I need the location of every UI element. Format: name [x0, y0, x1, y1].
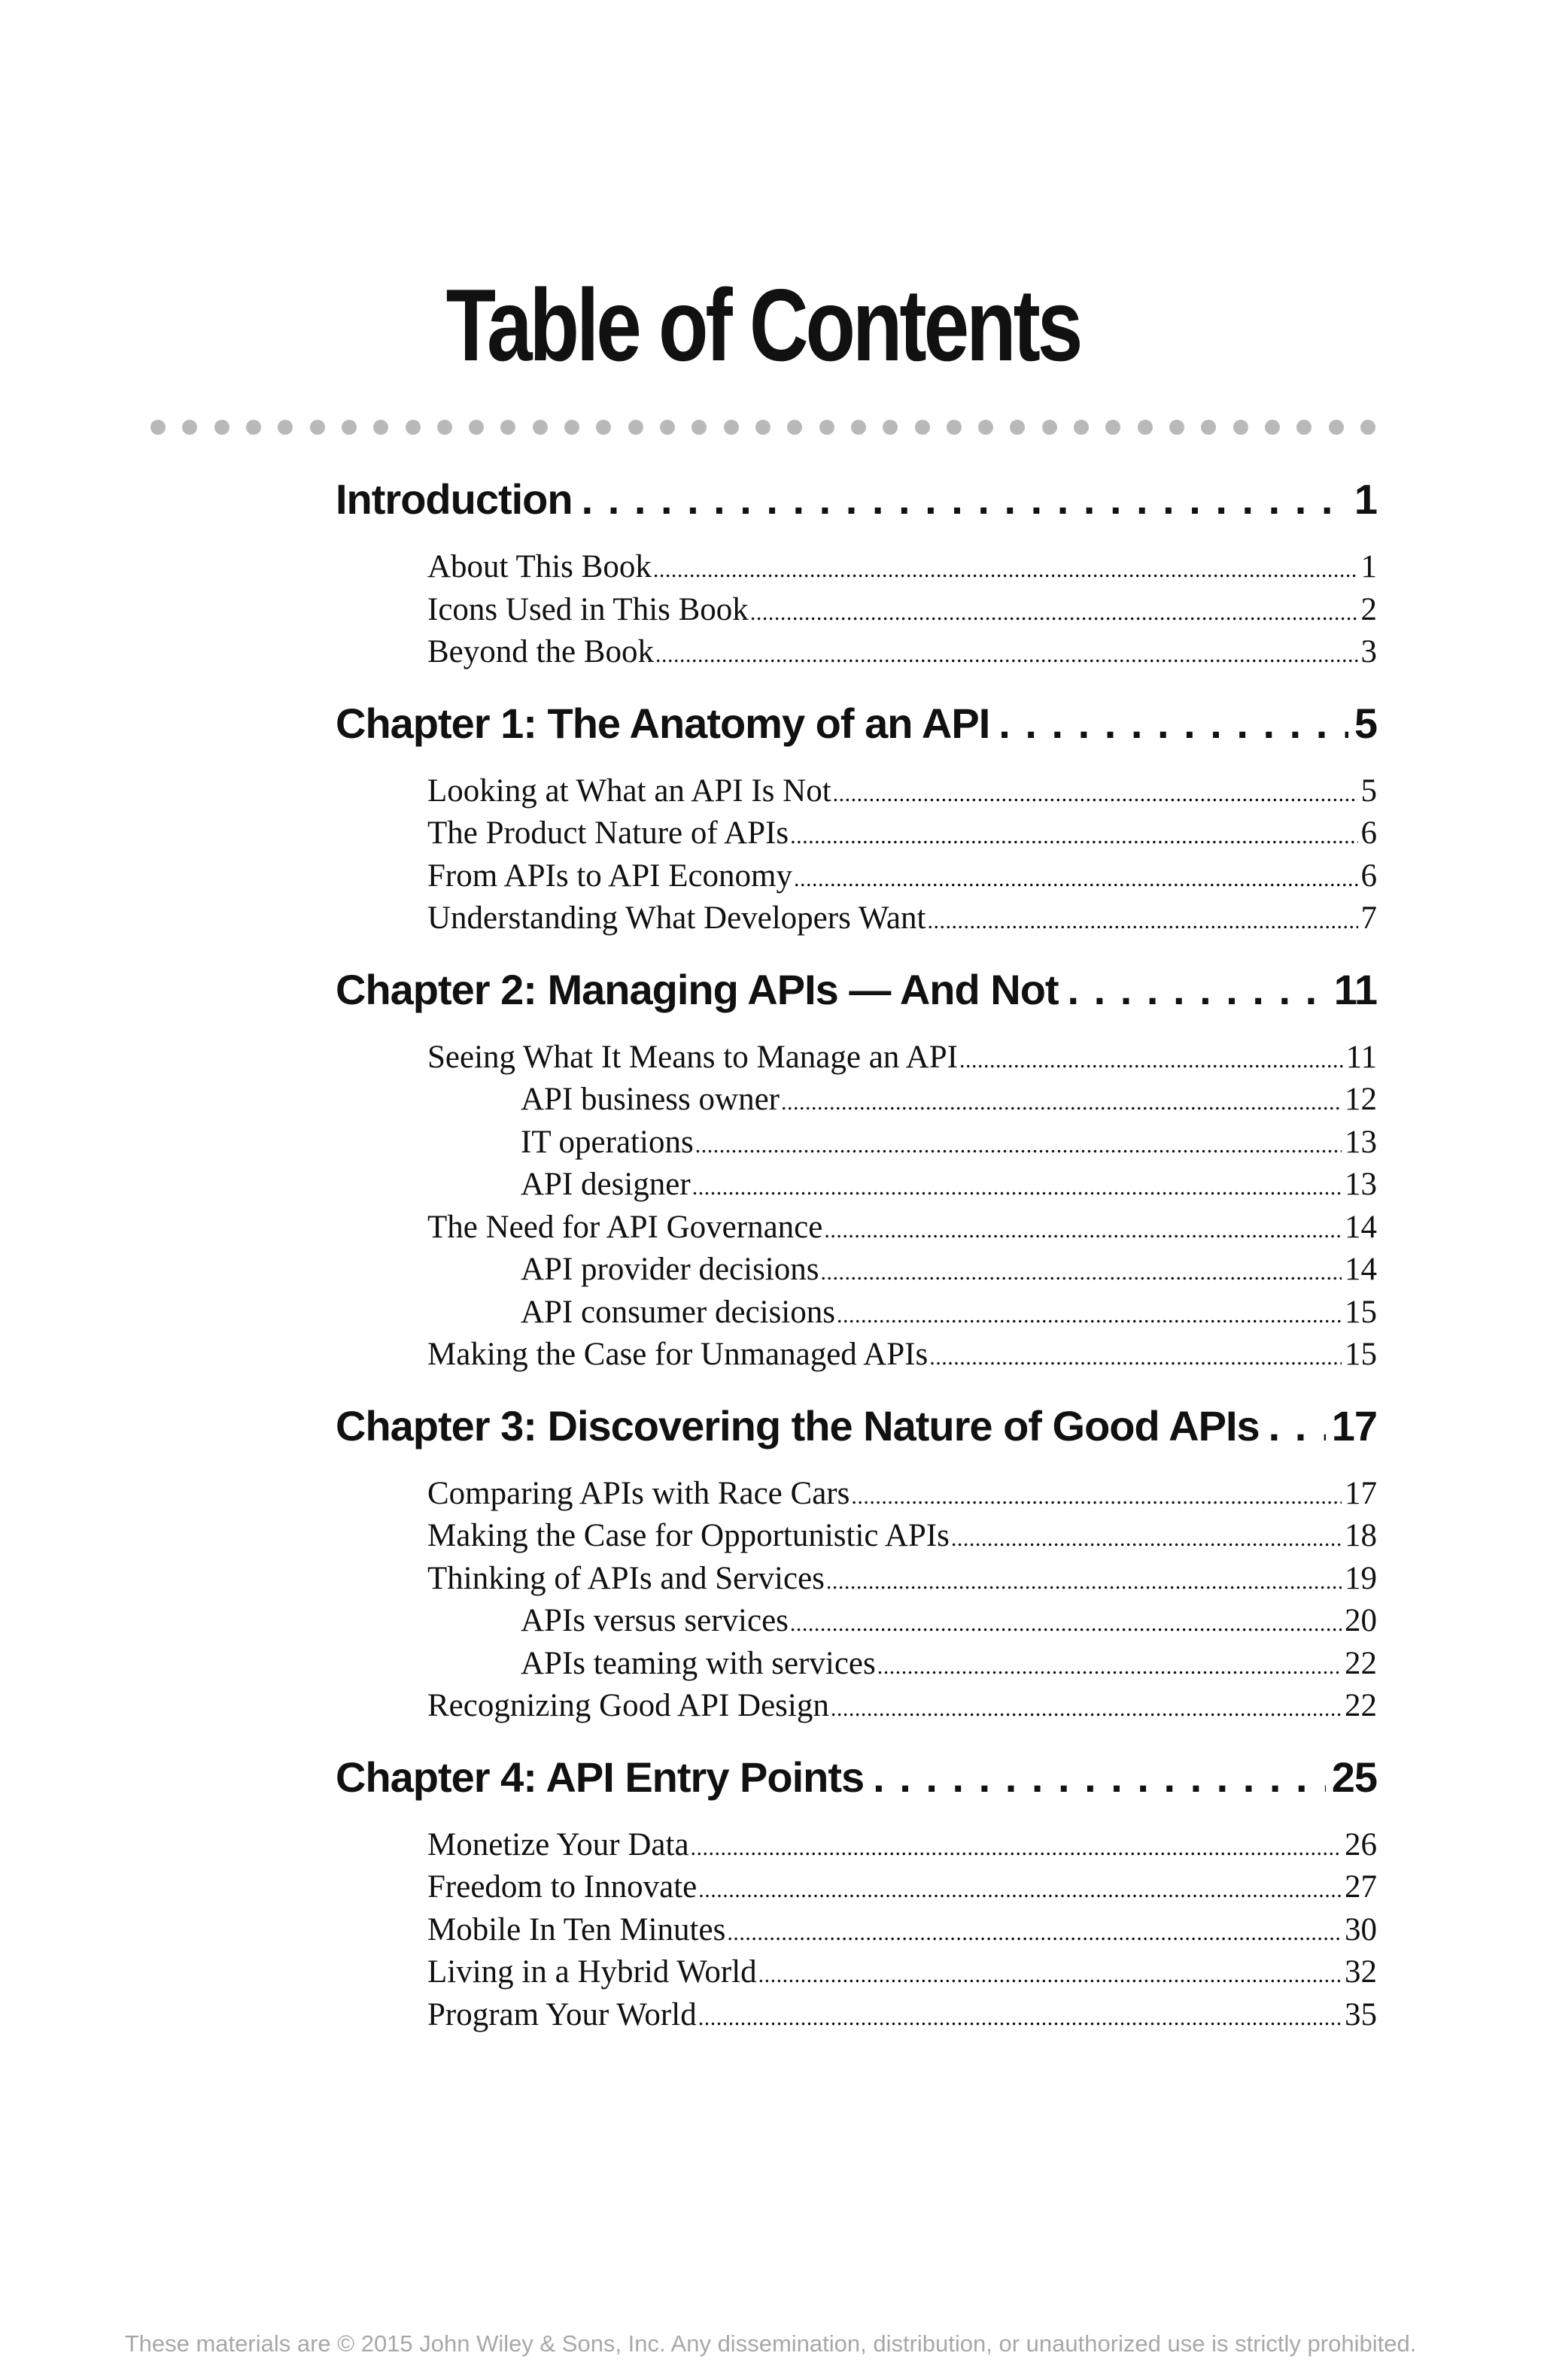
divider-dot [660, 420, 675, 435]
divider-dot [1329, 420, 1344, 435]
entry-title: Making the Case for Opportunistic APIs [427, 1518, 950, 1553]
divider-dot [182, 420, 197, 435]
divider-dot [1074, 420, 1089, 435]
toc-chapter [336, 1744, 1377, 2054]
chapter-page: 17 [1331, 1401, 1377, 1450]
entry-title: Comparing APIs with Race Cars [427, 1475, 850, 1511]
entry-title: Seeing What It Means to Manage an API [427, 1039, 958, 1075]
dot-leader [837, 1295, 1342, 1334]
toc-entry[interactable] [336, 1685, 1377, 1728]
toc-entry[interactable] [336, 546, 1377, 589]
entry-title: The Product Nature of APIs [427, 815, 789, 851]
chapter-page: 11 [1333, 965, 1377, 1013]
divider-dot [1201, 420, 1216, 435]
chapter-title: Chapter 4: API Entry Points [336, 1753, 865, 1801]
entry-title: From APIs to API Economy [427, 858, 792, 894]
entry-page: 13 [1345, 1124, 1377, 1160]
entry-page: 12 [1345, 1082, 1377, 1117]
dot-leader [750, 592, 1358, 632]
divider-dot [1233, 420, 1248, 435]
chapter-heading[interactable] [336, 957, 1377, 1023]
dot-leader [781, 1082, 1342, 1122]
divider-dot [1360, 420, 1375, 435]
entry-title: APIs teaming with services [521, 1645, 876, 1681]
toc-entry[interactable] [336, 631, 1377, 674]
dot-leader [831, 1688, 1342, 1728]
dot-leader [826, 1561, 1342, 1601]
divider-dot [755, 420, 770, 435]
copyright-footer: These materials are © 2015 John Wiley & Sons, Inc. Any dissemination, distribution, or unauthorized use is strictly prohibited. [124, 2330, 1417, 2357]
entry-title: Thinking of APIs and Services [427, 1560, 825, 1596]
entry-page: 7 [1360, 900, 1377, 936]
entry-page: 22 [1345, 1688, 1377, 1723]
toc-subentry[interactable] [336, 1292, 1377, 1334]
toc-entry[interactable] [336, 1558, 1377, 1601]
divider-dot [1105, 420, 1120, 435]
dot-leader [695, 1125, 1342, 1164]
dot-leader [998, 691, 1348, 757]
entry-page: 1 [1360, 549, 1377, 584]
dotted-divider [150, 418, 1375, 436]
entry-page: 3 [1360, 634, 1377, 669]
toc-entry[interactable] [336, 1824, 1377, 1867]
toc-chapter [336, 957, 1377, 1393]
toc-entry[interactable] [336, 1207, 1377, 1249]
chapter-page: 5 [1354, 699, 1377, 747]
entry-title: Icons Used in This Book [427, 591, 749, 627]
divider-dot [691, 420, 707, 435]
divider-dot [1138, 420, 1153, 435]
divider-dot [1169, 420, 1184, 435]
dot-leader [877, 1646, 1342, 1686]
entry-title: Program Your World [427, 1996, 697, 2032]
divider-dot [310, 420, 325, 435]
entry-title: Understanding What Developers Want [427, 900, 926, 936]
divider-dot [787, 420, 802, 435]
entry-title: Monetize Your Data [427, 1826, 689, 1862]
divider-dot [533, 420, 548, 435]
dot-leader [698, 1997, 1342, 2037]
entry-page: 17 [1345, 1475, 1377, 1511]
divider-dot [851, 420, 866, 435]
entry-title: The Need for API Governance [427, 1209, 823, 1245]
divider-dot [246, 420, 261, 435]
toc-subentry[interactable] [336, 1600, 1377, 1643]
chapter-title: Introduction [336, 475, 573, 523]
entry-title: Recognizing Good API Design [427, 1688, 829, 1723]
divider-dot [278, 420, 293, 435]
divider-dot [1265, 420, 1280, 435]
toc-entry[interactable] [336, 1473, 1377, 1516]
toc-subentry[interactable] [336, 1249, 1377, 1292]
divider-dot [406, 420, 421, 435]
divider-dot [883, 420, 898, 435]
entry-page: 35 [1345, 1996, 1377, 2032]
entry-page: 2 [1360, 591, 1377, 627]
entry-page: 30 [1345, 1911, 1377, 1947]
chapter-heading[interactable] [336, 1744, 1377, 1811]
toc-subentry[interactable] [336, 1079, 1377, 1122]
section-list [336, 757, 1377, 957]
entry-page: 27 [1345, 1869, 1377, 1905]
divider-dot [564, 420, 579, 435]
dot-leader [873, 1744, 1326, 1811]
entry-title: API consumer decisions [521, 1294, 835, 1330]
dot-leader [821, 1252, 1342, 1292]
entry-title: Making the Case for Unmanaged APIs [427, 1337, 929, 1372]
toc-chapter [336, 1393, 1377, 1744]
divider-dot [214, 420, 229, 435]
divider-dot [819, 420, 834, 435]
entry-title: Freedom to Innovate [427, 1869, 698, 1905]
divider-dot [437, 420, 452, 435]
toc-entry[interactable] [336, 812, 1377, 855]
divider-dot [596, 420, 611, 435]
entry-page: 22 [1345, 1645, 1377, 1681]
divider-dot [150, 420, 166, 435]
dot-leader [582, 466, 1348, 533]
entry-page: 6 [1360, 815, 1377, 851]
entry-page: 15 [1345, 1337, 1377, 1372]
section-list [336, 1811, 1377, 2054]
divider-dot [947, 420, 962, 435]
divider-dot [628, 420, 643, 435]
entry-page: 26 [1345, 1826, 1377, 1862]
dot-leader [833, 773, 1358, 813]
toc-subentry[interactable] [336, 1643, 1377, 1686]
entry-title: About This Book [427, 549, 652, 584]
divider-dot [373, 420, 388, 435]
toc-entry[interactable] [336, 770, 1377, 813]
dot-leader [758, 1954, 1342, 1994]
entry-title: Looking at What an API Is Not [427, 773, 831, 809]
entry-page: 15 [1345, 1294, 1377, 1330]
toc-entry[interactable] [336, 589, 1377, 632]
divider-dot [915, 420, 930, 435]
divider-dot [1296, 420, 1312, 435]
entry-page: 5 [1360, 773, 1377, 809]
dot-leader [927, 900, 1357, 940]
toc-entry[interactable] [336, 1951, 1377, 1994]
toc-entry[interactable] [336, 1866, 1377, 1909]
dot-leader [824, 1210, 1342, 1249]
page-title: Table of Contents [445, 268, 1081, 382]
entry-title: Beyond the Book [427, 634, 654, 669]
entry-title: Living in a Hybrid World [427, 1954, 757, 1990]
toc-subentry[interactable] [336, 1122, 1377, 1164]
entry-title: API business owner [521, 1082, 780, 1117]
dot-leader [692, 1167, 1342, 1207]
entry-page: 11 [1345, 1039, 1377, 1075]
toc-entry[interactable] [336, 1994, 1377, 2037]
dot-leader [951, 1518, 1342, 1558]
divider-dot [342, 420, 357, 435]
entry-page: 18 [1345, 1518, 1377, 1553]
dot-leader [794, 858, 1358, 898]
section-list [336, 533, 1377, 691]
section-list [336, 1023, 1377, 1393]
section-list [336, 1459, 1377, 1744]
toc-entry[interactable] [336, 1909, 1377, 1952]
dot-leader [851, 1476, 1342, 1516]
entry-page: 14 [1345, 1252, 1377, 1287]
chapter-title: Chapter 3: Discovering the Nature of Good APIs [336, 1401, 1260, 1450]
entry-page: 20 [1345, 1603, 1377, 1638]
divider-dot [978, 420, 993, 435]
toc-chapter [336, 466, 1377, 691]
divider-dot [724, 420, 739, 435]
toc-entry[interactable] [336, 855, 1377, 898]
dot-leader [790, 815, 1357, 855]
chapter-title: Chapter 1: The Anatomy of an API [336, 699, 990, 747]
divider-dot [469, 420, 484, 435]
entry-page: 6 [1360, 858, 1377, 894]
entry-page: 13 [1345, 1167, 1377, 1202]
dot-leader [790, 1603, 1342, 1643]
chapter-heading[interactable] [336, 1393, 1377, 1459]
toc-entry[interactable] [336, 897, 1377, 940]
chapter-title: Chapter 2: Managing APIs — And Not [336, 965, 1059, 1013]
dot-leader [655, 634, 1358, 674]
dot-leader [691, 1827, 1342, 1867]
toc-entry[interactable] [336, 1334, 1377, 1377]
dot-leader [653, 549, 1358, 589]
entry-title: API designer [521, 1167, 691, 1202]
chapter-heading[interactable] [336, 466, 1377, 533]
dot-leader [959, 1040, 1343, 1079]
dot-leader [929, 1337, 1342, 1377]
entry-title: IT operations [521, 1124, 694, 1160]
divider-dot [500, 420, 515, 435]
entry-title: API provider decisions [521, 1252, 819, 1287]
dot-leader [698, 1869, 1342, 1909]
entry-title: APIs versus services [521, 1603, 789, 1638]
divider-dot [1042, 420, 1057, 435]
chapter-page: 25 [1331, 1753, 1377, 1801]
toc-chapter [336, 691, 1377, 957]
table-of-contents [336, 466, 1377, 2053]
dot-leader [727, 1912, 1342, 1952]
entry-page: 14 [1345, 1209, 1377, 1245]
entry-title: Mobile In Ten Minutes [427, 1911, 726, 1947]
dot-leader [1068, 957, 1328, 1023]
chapter-heading[interactable] [336, 691, 1377, 757]
entry-page: 32 [1345, 1954, 1377, 1990]
toc-entry[interactable] [336, 1037, 1377, 1079]
chapter-page: 1 [1354, 475, 1377, 523]
dot-leader [1269, 1393, 1326, 1459]
entry-page: 19 [1345, 1560, 1377, 1596]
divider-dot [1010, 420, 1025, 435]
toc-entry[interactable] [336, 1515, 1377, 1558]
toc-subentry[interactable] [336, 1164, 1377, 1207]
